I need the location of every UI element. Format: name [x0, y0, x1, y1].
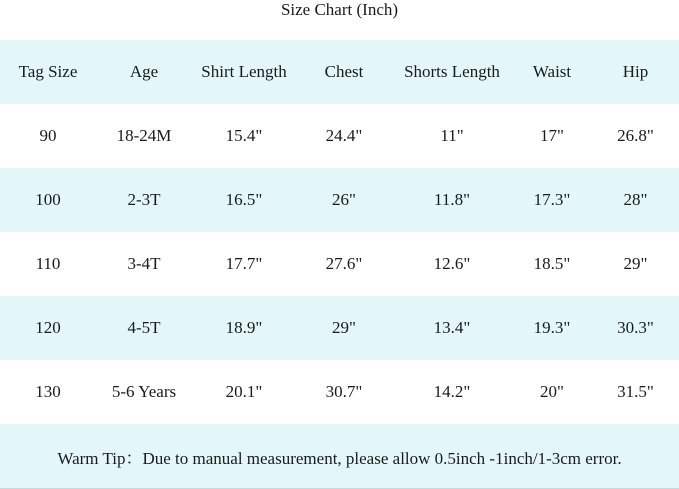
- cell-chest: 24.4": [325, 126, 363, 145]
- cell-hip: 28": [623, 190, 648, 209]
- warm-tip-note: Warm Tip：Due to manual measurement, please allow 0.5inch -1inch/1-3cm error.: [0, 424, 679, 489]
- header-shorts-length: Shorts Length: [404, 62, 500, 81]
- cell-waist: 17.3": [533, 190, 571, 209]
- table-header-row: [0, 40, 679, 104]
- header-shirt-length: Shirt Length: [201, 62, 287, 81]
- cell-chest: 27.6": [325, 254, 363, 273]
- table-row: [0, 168, 679, 232]
- cell-hip: 29": [623, 254, 648, 273]
- cell-shorts-length: 12.6": [433, 254, 471, 273]
- cell-waist: 17": [540, 126, 564, 145]
- table-row: [0, 104, 679, 168]
- cell-hip: 31.5": [617, 382, 654, 401]
- header-tag-size: Tag Size: [18, 62, 78, 81]
- cell-shirt-length: 17.7": [225, 254, 263, 273]
- header-waist: Waist: [532, 62, 572, 81]
- cell-tag-size: 90: [39, 126, 57, 145]
- cell-tag-size: 100: [35, 190, 61, 209]
- header-hip: Hip: [622, 62, 649, 81]
- cell-waist: 18.5": [533, 254, 571, 273]
- header-chest: Chest: [324, 62, 364, 81]
- size-table: [0, 40, 679, 424]
- cell-shorts-length: 13.4": [433, 318, 471, 337]
- cell-shirt-length: 20.1": [225, 382, 263, 401]
- cell-chest: 26": [332, 190, 356, 209]
- cell-age: 2-3T: [127, 190, 161, 209]
- header-age: Age: [129, 62, 159, 81]
- cell-tag-size: 110: [35, 254, 61, 273]
- cell-tag-size: 120: [35, 318, 61, 337]
- cell-shirt-length: 16.5": [225, 190, 263, 209]
- cell-chest: 29": [332, 318, 356, 337]
- chart-title: Size Chart (Inch): [280, 0, 399, 19]
- table-row: [0, 296, 679, 360]
- cell-age: 4-5T: [127, 318, 161, 337]
- cell-shirt-length: 15.4": [225, 126, 263, 145]
- cell-waist: 20": [540, 382, 564, 401]
- cell-shorts-length: 14.2": [433, 382, 471, 401]
- table-row: [0, 360, 679, 424]
- cell-chest: 30.7": [325, 382, 363, 401]
- cell-age: 18-24M: [116, 126, 172, 145]
- cell-age: 3-4T: [127, 254, 161, 273]
- cell-hip: 26.8": [617, 126, 654, 145]
- cell-tag-size: 130: [35, 382, 61, 401]
- cell-shorts-length: 11.8": [433, 190, 471, 209]
- table-row: [0, 232, 679, 296]
- cell-age: 5-6 Years: [111, 382, 177, 401]
- cell-shirt-length: 18.9": [225, 318, 263, 337]
- cell-hip: 30.3": [617, 318, 654, 337]
- cell-shorts-length: 11": [440, 126, 464, 145]
- cell-waist: 19.3": [533, 318, 571, 337]
